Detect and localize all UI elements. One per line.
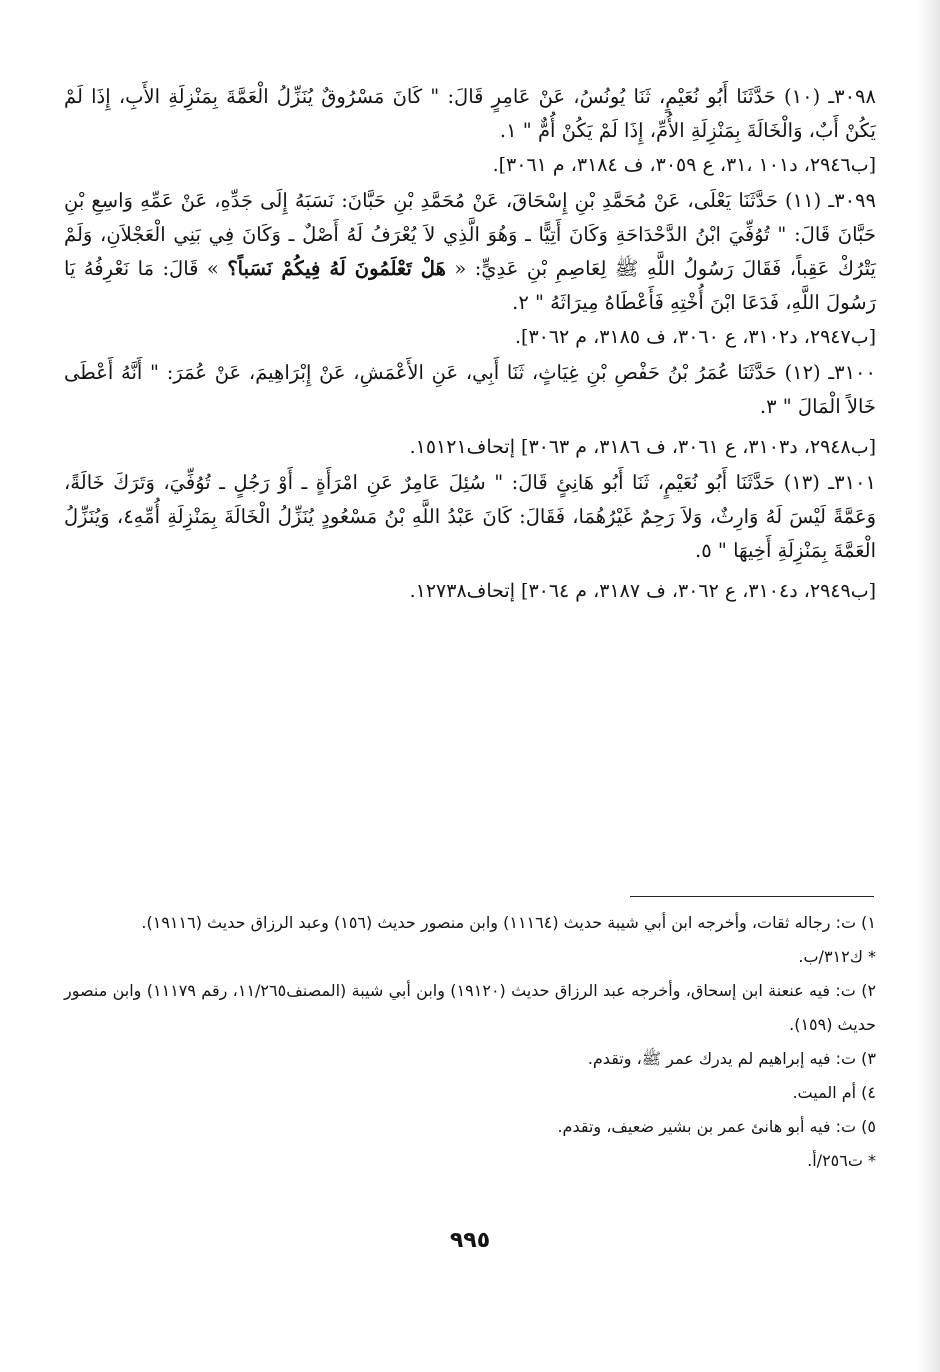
- footnotes: [64, 906, 876, 1178]
- footnote-5: ٥) ت: فيه أبو هانئ عمر بن بشير ضعيف، وتقدم.: [557, 1117, 876, 1136]
- hadith-references: [ب٢٩٤٦، د١٠١ ،٣١، ع ٣٠٥٩، ف ٣١٨٤، م ٣٠٦١].: [492, 154, 876, 176]
- prophet-quote-bold: هَلْ تَعْلَمُونَ لَهُ فِيكُمْ نَسَباً؟: [227, 257, 446, 280]
- footnote-2: ٢) ت: فيه عنعنة ابن إسحاق، وأخرجه عبد الرزاق حديث (١٩١٢٠) وابن أبي شيبة (المصنف١١/٢٦٥، رقم ١١١٧٩) وابن منصور حديث (١٥٩).: [64, 981, 877, 1034]
- footnote-3: ٣) ت: فيه إبراهيم لم يدرك عمر ﷺ، وتقدم.: [587, 1049, 876, 1068]
- footnote-divider: [630, 896, 874, 897]
- hadith-3100: [64, 356, 876, 424]
- hadith-text: ٣١٠١ـ (١٣) حَدَّثَنَا أَبُو نُعَيْمٍ، ثَنَا أَبُو هَانِئٍ قَالَ: " سُئِلَ عَامِرٌ عَنِ امْرَأَةٍ ـ أَوْ رَجُلٍ ـ تُوُفِّيَ، وَتَرَكَ خَالَةً، وَعَمَّةً لَيْسَ لَهُ وَارِثٌ، وَلاَ رَحِمٌ غَيْرُهُمَا، فَقَالَ: كَانَ عَبْدُ اللَّهِ بْنُ مَسْعُودٍ يُنَزِّلُ الْخَالَةَ بِمَنْزِلَةِ أُمِّهِ٤، وَيُنَزِّلُ الْعَمَّةَ بِمَنْزِلَةِ أَخِيهَا " ٥.: [64, 471, 876, 562]
- hadith-text: ٣٠٩٨ـ (١٠) حَدَّثَنَا أَبُو نُعَيْمٍ، ثَنَا يُونُسُ، عَنْ عَامِرٍ قَالَ: " كَانَ مَسْرُوقٌ يُنَزِّلُ الْعَمَّةَ بِمَنْزِلَةِ الأَبِ، إِذَا لَمْ يَكُنْ أَبٌ، وَالْخَالَةَ بِمَنْزِلَةِ الأُمِّ، إِذَا لَمْ يَكُنْ أُمٌّ " ١.: [64, 85, 876, 142]
- page-edge-shadow: [918, 0, 940, 1372]
- hadith-3101: [64, 466, 876, 568]
- hadith-text-continued: » قَالَ: مَا نَعْرِفُهُ يَا رَسُولَ اللَّهِ، فَدَعَا ابْنَ أُخْتِهِ فَأَعْطَاهُ مِيرَاثَهُ " ٢.: [64, 257, 876, 314]
- footnote-marker: * ت٢٥٦/أ.: [807, 1151, 876, 1170]
- hadith-references: [ب٢٩٤٩، د٣١٠٤، ع ٣٠٦٢، ف ٣١٨٧، م ٣٠٦٤] إتحاف١٢٧٣٨.: [409, 580, 876, 602]
- hadith-references: [ب٢٩٤٨، د٣١٠٣، ع ٣٠٦١، ف ٣١٨٦، م ٣٠٦٣] إتحاف١٥١٢١.: [409, 436, 876, 458]
- footnote-marker: * ك٣١٢/ب.: [798, 947, 876, 966]
- hadith-text: ٣١٠٠ـ (١٢) حَدَّثَنَا عُمَرُ بْنُ حَفْصِ بْنِ غِيَاثٍ، ثَنَا أَبِي، عَنِ الأَعْمَشِ، عَنْ إِبْرَاهِيمَ، عَنْ عُمَرَ: " أَنَّهُ أَعْطَى خَالاً الْمَالَ " ٣.: [64, 361, 876, 418]
- footnote-1: ١) ت: رجاله ثقات، وأخرجه ابن أبي شيبة حديث (١١١٦٤) وابن منصور حديث (١٥٦) وعبد الرزاق حديث (١٩١١٦).: [141, 913, 876, 932]
- hadith-3099: [64, 184, 876, 320]
- hadith-3098: [64, 80, 876, 148]
- hadith-references: [ب٢٩٤٧، د٣١٠٢، ع ٣٠٦٠، ف ٣١٨٥، م ٣٠٦٢].: [514, 326, 876, 348]
- main-text: [64, 80, 876, 610]
- hadith-text: ٣٠٩٩ـ (١١) حَدَّثَنَا يَعْلَى، عَنْ مُحَمَّدِ بْنِ إِسْحَاقَ، عَنْ مُحَمَّدِ بْنِ حَبَّانَ: نَسَبَهُ إِلَى جَدِّهِ، عَنْ عَمِّهِ وَاسِعِ بْنِ حَبَّانَ قَالَ: " تُوُفِّيَ ابْنُ الدَّحْدَاحَةِ وَكَانَ أَتِيًّا ـ وَهُوَ الَّذِي لاَ يُعْرَفُ لَهُ أَصْلٌ ـ وَكَانَ فِي بَنِي الْعَجْلاَنِ، وَلَمْ يَتْرُكْ عَقِباً، فَقَالَ رَسُولُ اللَّهِ ﷺ لِعَاصِمِ بْنِ عَدِيٍّ: «: [64, 189, 876, 280]
- page-number: ٩٩٥: [449, 1228, 491, 1253]
- footnote-4: ٤) أم الميت.: [792, 1083, 876, 1102]
